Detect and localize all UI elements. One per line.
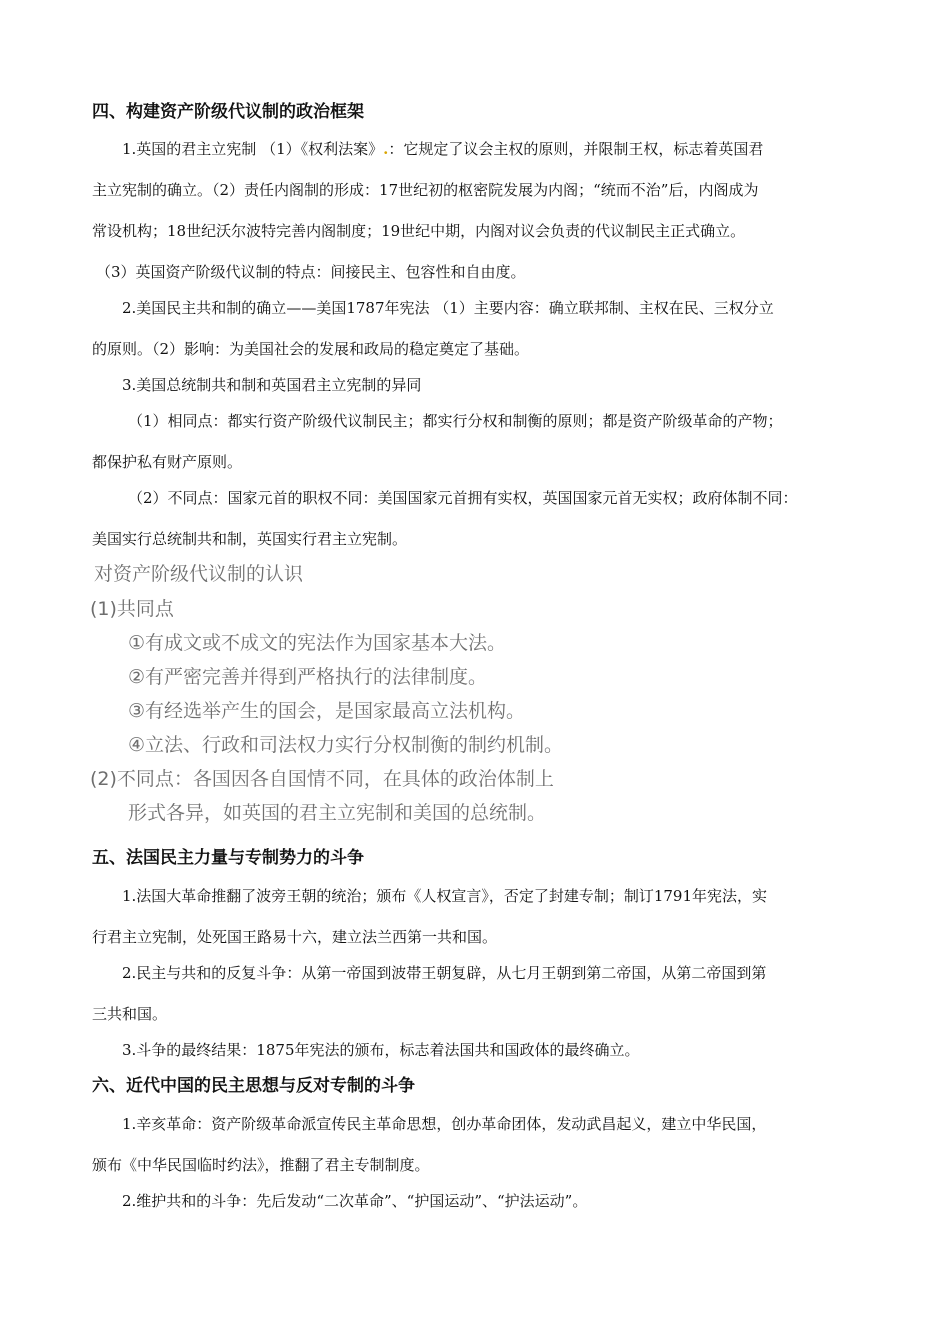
paragraph-line: （1）相同点：都实行资产阶级代议制民主；都实行分权和制衡的原则；都是资产阶级革命的产物； <box>128 412 783 430</box>
paragraph-line: 主立宪制的确立。（2）责任内阁制的形成：17世纪初的枢密院发展为内阁；“统而不治”后，内阁成为 <box>92 181 759 199</box>
paragraph-line: 2.民主与共和的反复斗争：从第一帝国到波帯王朝复辟，从七月王朝到第二帝国，从第二帝国到第 <box>122 964 767 982</box>
figure-line: ④立法、行政和司法权力实行分权制衡的制约机制。 <box>128 734 564 756</box>
figure-line: (2)不同点：各国因各自国情不同，在具体的政治体制上 <box>90 768 554 790</box>
figure-line: ③有经选举产生的国会，是国家最高立法机构。 <box>128 700 526 722</box>
paragraph-line: （3）英国资产阶级代议制的特点：间接民主、包容性和自由度。 <box>96 263 526 281</box>
paragraph-line: 都保护私有财产原则。 <box>92 453 243 471</box>
paragraph-line: （2）不同点：国家元首的职权不同：美国国家元首拥有实权，英国国家元首无实权；政府体制不同： <box>128 489 798 507</box>
paragraph-line <box>122 142 892 157</box>
figure-line: ①有成文或不成文的宪法作为国家基本大法。 <box>128 632 507 654</box>
figure-line: (1)共同点 <box>90 598 174 620</box>
text-run: 1.英国的君主立宪制 （1）《权利法案》 <box>122 140 384 158</box>
paragraph-line: 3.斗争的最终结果：1875年宪法的颁布，标志着法国共和国政体的最终确立。 <box>122 1041 640 1059</box>
paragraph-line: 的原则。（2）影响：为美国社会的发展和政局的稳定奠定了基础。 <box>92 340 530 358</box>
paragraph-line: 常设机构；18世纪沃尔波特完善内阁制度；19世纪中期，内阁对议会负责的代议制民主正式确立。 <box>92 222 746 240</box>
paragraph-line: 2.美国民主共和制的确立——美国1787年宪法 （1）主要内容：确立联邦制、主权在民、三权分立 <box>122 299 774 317</box>
highlight-dot: . <box>383 140 389 158</box>
paragraph-line: 2.维护共和的斗争：先后发动“二次革命”、“护国运动”、“护法运动”。 <box>122 1192 588 1210</box>
paragraph-line: 3.美国总统制共和制和英国君主立宪制的异同 <box>122 376 422 394</box>
section-heading-6: 六、近代中国的民主思想与反对专制的斗争 <box>92 1076 415 1096</box>
paragraph-line: 美国实行总统制共和制，英国实行君主立宪制。 <box>92 530 408 548</box>
figure-line: ②有严密完善并得到严格执行的法律制度。 <box>128 666 488 688</box>
paragraph-line: 颁布《中华民国临时约法》，推翻了君主专制制度。 <box>92 1156 430 1174</box>
section-heading-4: 四、构建资产阶级代议制的政治框架 <box>92 102 364 122</box>
paragraph-line: 1.法国大革命推翻了波旁王朝的统治；颁布《人权宣言》，否定了封建专制；制订1791年宪法，实 <box>122 887 767 905</box>
textbook-excerpt-image <box>90 560 570 832</box>
paragraph-line: 三共和国。 <box>92 1005 168 1023</box>
figure-line: 形式各异，如英国的君主立宪制和美国的总统制。 <box>128 802 547 824</box>
text-run: ：它规定了议会主权的原则，并限制王权，标志着英国君 <box>388 140 764 158</box>
section-heading-5: 五、法国民主力量与专制势力的斗争 <box>92 848 364 868</box>
paragraph-line: 行君主立宪制，处死国王路易十六，建立法兰西第一共和国。 <box>92 928 498 946</box>
paragraph-line: 1.辛亥革命：资产阶级革命派宣传民主革命思想，创办革命团体，发动武昌起义，建立中华民国， <box>122 1115 767 1133</box>
figure-title: 对资产阶级代议制的认识 <box>94 563 304 585</box>
